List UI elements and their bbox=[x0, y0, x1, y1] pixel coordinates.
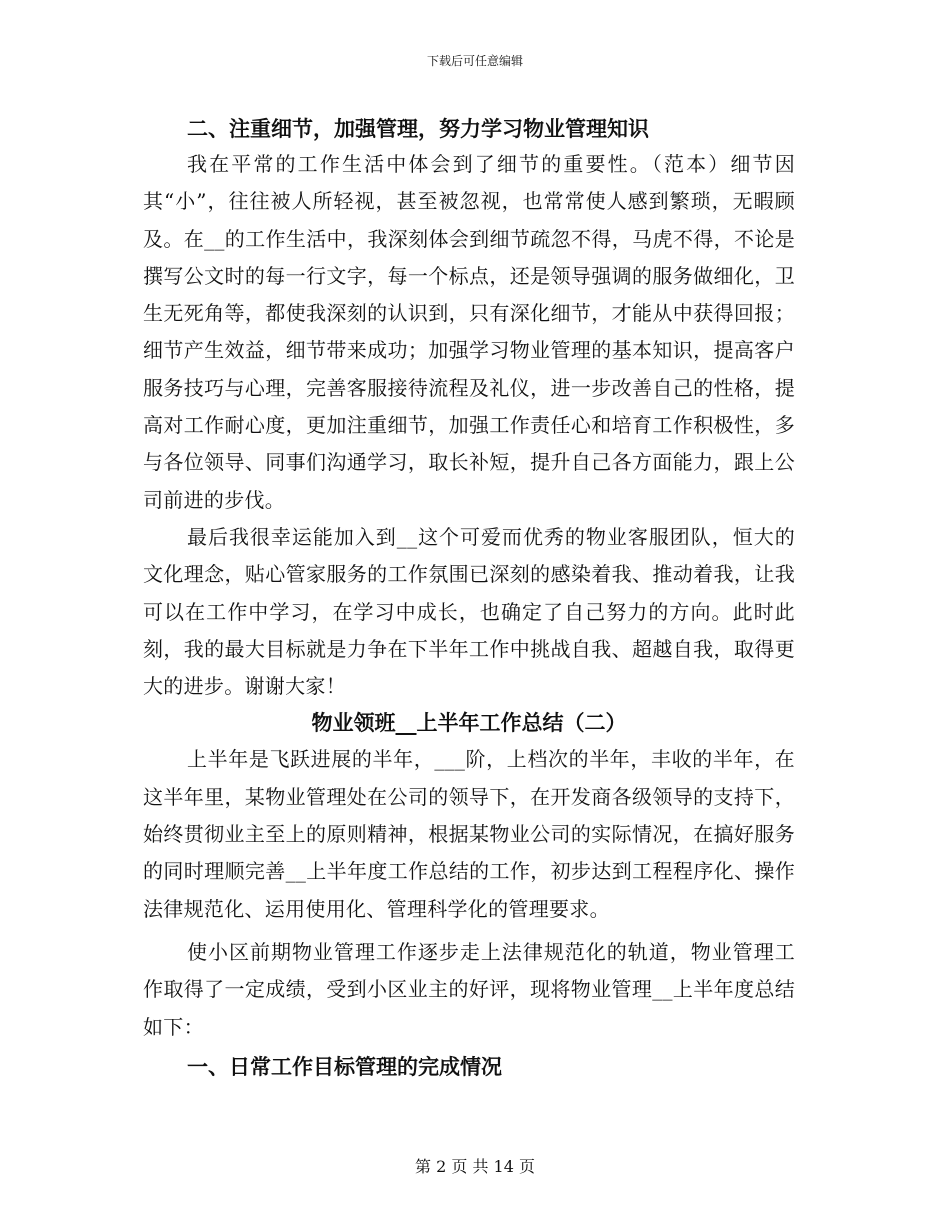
section-heading-1: 一、日常工作目标管理的完成情况 bbox=[187, 1053, 502, 1079]
article-title: 物业领班__上半年工作总结（二） bbox=[311, 710, 627, 736]
paragraph-3: 上半年是飞跃进展的半年，___阶，上档次的半年，丰收的半年，在这半年里，某物业管理处在公司的领导下，在开发商各级领导的支持下，始终贯彻业主至上的原则精神，根据某物业公司的实际情况，在搞好服务的同时理顺完善__上半年度工作总结的工作，初步达到工程程序化、操作法律规范化、运用使用化、管理科学化的管理要求。 bbox=[143, 747, 795, 921]
paragraph-1: 我在平常的工作生活中体会到了细节的重要性。（范本）细节因其“小”，往往被人所轻视，甚至被忽视，也常常使人感到繁琐，无暇顾及。在__的工作生活中，我深刻体会到细节疏忽不得，马虎不得，不论是撰写公文时的每一行文字，每一个标点，还是领导强调的服务做细化，卫生无死角等，都使我深刻的认识到，只有深化细节，才能从中获得回报；细节产生效益，细节带来成功；加强学习物业管理的基本知识，提高客户服务技巧与心理，完善客服接待流程及礼仪，进一步改善自己的性格，提高对工作耐心度，更加注重细节，加强工作责任心和培育工作积极性，多与各位领导、同事们沟通学习，取长补短，提升自己各方面能力，跟上公司前进的步伐。 bbox=[143, 152, 795, 512]
paragraph-4: 使小区前期物业管理工作逐步走上法律规范化的轨道，物业管理工作取得了一定成绩，受到小区业主的好评，现将物业管理__上半年度总结如下： bbox=[143, 939, 795, 1039]
paragraph-2: 最后我很幸运能加入到__这个可爱而优秀的物业客服团队，恒大的文化理念，贴心管家服务的工作氛围已深刻的感染着我、推动着我，让我可以在工作中学习，在学习中成长，也确定了自己努力的方向。此时此刻，我的最大目标就是力争在下半年工作中挑战自我、超越自我，取得更大的进步。谢谢大家！ bbox=[143, 524, 795, 699]
page-number: 第 2 页 共 14 页 bbox=[415, 1157, 535, 1176]
section-heading-2: 二、注重细节，加强管理，努力学习物业管理知识 bbox=[187, 116, 649, 141]
document-body bbox=[143, 112, 795, 1084]
page-header: 下载后可任意编辑 bbox=[426, 54, 523, 68]
